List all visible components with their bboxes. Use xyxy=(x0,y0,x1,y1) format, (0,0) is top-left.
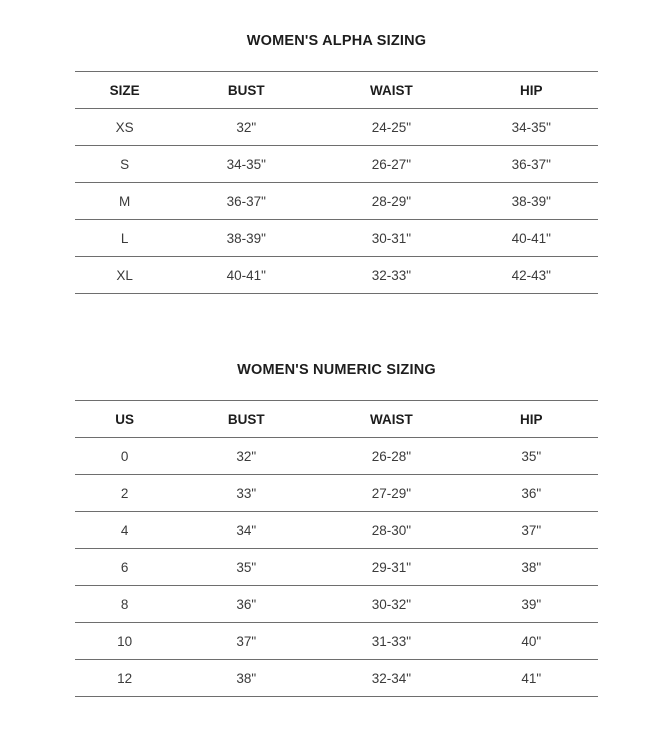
table-cell: 32-34" xyxy=(318,660,464,697)
table-row xyxy=(75,438,598,475)
table-cell: 40-41" xyxy=(174,257,318,294)
table-header-row xyxy=(75,401,598,438)
table-cell: 0 xyxy=(75,438,174,475)
table-row xyxy=(75,512,598,549)
table-cell: 40-41" xyxy=(465,220,598,257)
column-header: HIP xyxy=(465,401,598,438)
table-cell: 32" xyxy=(174,438,318,475)
column-header: BUST xyxy=(174,401,318,438)
numeric-sizing-section xyxy=(75,362,598,697)
column-header: US xyxy=(75,401,174,438)
column-header: WAIST xyxy=(318,401,464,438)
table-cell: 27-29" xyxy=(318,475,464,512)
table-cell: 41" xyxy=(465,660,598,697)
table-cell: 26-27" xyxy=(318,146,464,183)
alpha-sizing-title: WOMEN'S ALPHA SIZING xyxy=(246,33,427,49)
table-cell: 24-25" xyxy=(318,109,464,146)
table-cell: 36-37" xyxy=(174,183,318,220)
table-cell: XL xyxy=(75,257,174,294)
table-cell: 33" xyxy=(174,475,318,512)
numeric-sizing-table xyxy=(75,400,598,697)
table-header-row xyxy=(75,72,598,109)
table-row xyxy=(75,183,598,220)
table-cell: 38-39" xyxy=(174,220,318,257)
table-cell: 42-43" xyxy=(465,257,598,294)
table-cell: 29-31" xyxy=(318,549,464,586)
table-cell: 30-32" xyxy=(318,586,464,623)
table-cell: 39" xyxy=(465,586,598,623)
table-cell: M xyxy=(75,183,174,220)
table-cell: 40" xyxy=(465,623,598,660)
table-cell: 38-39" xyxy=(465,183,598,220)
table-cell: 28-30" xyxy=(318,512,464,549)
table-cell: 38" xyxy=(465,549,598,586)
table-row xyxy=(75,146,598,183)
alpha-sizing-table xyxy=(75,71,598,294)
table-cell: 38" xyxy=(174,660,318,697)
column-header: SIZE xyxy=(75,72,174,109)
table-cell: 36-37" xyxy=(465,146,598,183)
table-cell: 30-31" xyxy=(318,220,464,257)
table-cell: 34-35" xyxy=(174,146,318,183)
table-cell: 37" xyxy=(174,623,318,660)
table-row xyxy=(75,660,598,697)
table-row xyxy=(75,475,598,512)
table-cell: 6 xyxy=(75,549,174,586)
table-cell: S xyxy=(75,146,174,183)
table-cell: 4 xyxy=(75,512,174,549)
table-row xyxy=(75,257,598,294)
table-row xyxy=(75,220,598,257)
table-cell: 10 xyxy=(75,623,174,660)
table-cell: XS xyxy=(75,109,174,146)
alpha-sizing-section xyxy=(75,33,598,294)
table-cell: 31-33" xyxy=(318,623,464,660)
table-cell: 28-29" xyxy=(318,183,464,220)
table-cell: L xyxy=(75,220,174,257)
table-cell: 26-28" xyxy=(318,438,464,475)
table-body xyxy=(75,438,598,697)
table-cell: 36" xyxy=(174,586,318,623)
table-cell: 35" xyxy=(465,438,598,475)
table-cell: 2 xyxy=(75,475,174,512)
table-cell: 34" xyxy=(174,512,318,549)
table-body xyxy=(75,109,598,294)
table-cell: 35" xyxy=(174,549,318,586)
table-cell: 37" xyxy=(465,512,598,549)
table-cell: 8 xyxy=(75,586,174,623)
table-cell: 32" xyxy=(174,109,318,146)
table-row xyxy=(75,586,598,623)
table-cell: 32-33" xyxy=(318,257,464,294)
column-header: HIP xyxy=(465,72,598,109)
column-header: WAIST xyxy=(318,72,464,109)
table-row xyxy=(75,109,598,146)
column-header: BUST xyxy=(174,72,318,109)
table-cell: 34-35" xyxy=(465,109,598,146)
table-cell: 12 xyxy=(75,660,174,697)
table-row xyxy=(75,549,598,586)
table-row xyxy=(75,623,598,660)
table-cell: 36" xyxy=(465,475,598,512)
numeric-sizing-title: WOMEN'S NUMERIC SIZING xyxy=(237,362,436,378)
